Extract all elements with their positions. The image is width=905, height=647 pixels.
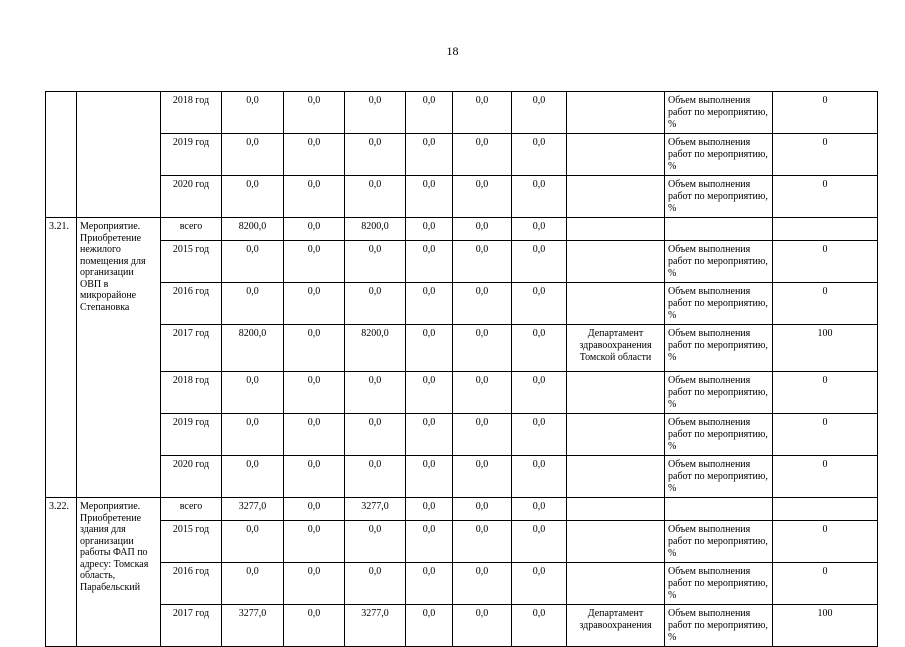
measure-name: Мероприятие. Приобретение здания для организации работы ФАП по адресу: Томская область, Парабельский	[77, 498, 161, 647]
value-cell: 0,0	[222, 521, 284, 563]
target-value-cell: 100	[773, 605, 878, 647]
value-cell: 8200,0	[345, 218, 406, 241]
period-cell: 2016 год	[161, 283, 222, 325]
executor-cell	[567, 521, 665, 563]
value-cell: 0,0	[284, 283, 345, 325]
value-cell: 0,0	[284, 134, 345, 176]
value-cell: 0,0	[512, 218, 567, 241]
executor-cell	[567, 498, 665, 521]
table-row	[46, 325, 878, 372]
executor-cell: Департамент здравоохранения	[567, 605, 665, 647]
value-cell: 0,0	[453, 241, 512, 283]
value-cell: 0,0	[284, 414, 345, 456]
value-cell: 0,0	[512, 414, 567, 456]
value-cell: 0,0	[512, 372, 567, 414]
value-cell: 0,0	[453, 521, 512, 563]
value-cell: 0,0	[222, 176, 284, 218]
executor-cell	[567, 176, 665, 218]
row-number: 3.21.	[46, 218, 77, 498]
executor-cell	[567, 92, 665, 134]
executor-cell	[567, 241, 665, 283]
value-cell: 0,0	[453, 563, 512, 605]
value-cell: 0,0	[284, 176, 345, 218]
executor-cell: Департамент здравоохранения Томской области	[567, 325, 665, 372]
table-row	[46, 92, 878, 134]
value-cell: 0,0	[453, 325, 512, 372]
value-cell: 0,0	[284, 372, 345, 414]
period-cell: 2017 год	[161, 605, 222, 647]
value-cell: 0,0	[222, 92, 284, 134]
table-row	[46, 498, 878, 521]
indicator-cell: Объем выполнения работ по мероприятию, %	[665, 134, 773, 176]
target-value-cell: 0	[773, 176, 878, 218]
value-cell: 0,0	[453, 498, 512, 521]
indicator-cell: Объем выполнения работ по мероприятию, %	[665, 414, 773, 456]
indicator-cell: Объем выполнения работ по мероприятию, %	[665, 521, 773, 563]
value-cell: 0,0	[512, 605, 567, 647]
measure-name: Мероприятие. Приобретение нежилого помещения для организации ОВП в микрорайоне Степановка	[77, 218, 161, 498]
value-cell: 0,0	[453, 605, 512, 647]
period-cell: 2020 год	[161, 176, 222, 218]
value-cell: 0,0	[345, 521, 406, 563]
executor-cell	[567, 414, 665, 456]
period-cell: 2015 год	[161, 521, 222, 563]
target-value-cell: 0	[773, 134, 878, 176]
value-cell: 0,0	[284, 498, 345, 521]
target-value-cell: 0	[773, 563, 878, 605]
value-cell: 0,0	[345, 283, 406, 325]
value-cell: 0,0	[512, 325, 567, 372]
indicator-cell: Объем выполнения работ по мероприятию, %	[665, 176, 773, 218]
target-value-cell	[773, 218, 878, 241]
indicator-cell: Объем выполнения работ по мероприятию, %	[665, 283, 773, 325]
value-cell: 0,0	[453, 134, 512, 176]
period-cell: 2016 год	[161, 563, 222, 605]
value-cell: 0,0	[222, 283, 284, 325]
value-cell: 0,0	[453, 372, 512, 414]
value-cell: 0,0	[453, 283, 512, 325]
value-cell: 0,0	[453, 176, 512, 218]
value-cell: 0,0	[284, 241, 345, 283]
value-cell: 0,0	[222, 372, 284, 414]
value-cell: 0,0	[406, 325, 453, 372]
page-number: 18	[446, 44, 459, 58]
value-cell: 0,0	[406, 498, 453, 521]
value-cell: 0,0	[284, 456, 345, 498]
value-cell: 0,0	[406, 283, 453, 325]
value-cell: 0,0	[345, 92, 406, 134]
value-cell: 0,0	[222, 414, 284, 456]
period-cell: всего	[161, 218, 222, 241]
indicator-cell: Объем выполнения работ по мероприятию, %	[665, 241, 773, 283]
value-cell: 0,0	[345, 456, 406, 498]
value-cell: 0,0	[406, 521, 453, 563]
executor-cell	[567, 563, 665, 605]
value-cell: 0,0	[222, 456, 284, 498]
target-value-cell: 0	[773, 241, 878, 283]
value-cell: 0,0	[453, 456, 512, 498]
value-cell: 0,0	[222, 563, 284, 605]
table-row	[46, 134, 878, 176]
value-cell: 3277,0	[222, 498, 284, 521]
indicator-cell	[665, 218, 773, 241]
table-row	[46, 372, 878, 414]
indicator-cell: Объем выполнения работ по мероприятию, %	[665, 372, 773, 414]
indicator-cell: Объем выполнения работ по мероприятию, %	[665, 92, 773, 134]
period-cell: всего	[161, 498, 222, 521]
value-cell: 0,0	[284, 563, 345, 605]
value-cell: 0,0	[406, 218, 453, 241]
period-cell: 2019 год	[161, 414, 222, 456]
value-cell: 0,0	[453, 218, 512, 241]
row-number: 3.22.	[46, 498, 77, 647]
table-row	[46, 414, 878, 456]
value-cell: 8200,0	[222, 325, 284, 372]
value-cell: 0,0	[406, 372, 453, 414]
period-cell: 2018 год	[161, 372, 222, 414]
target-value-cell: 0	[773, 521, 878, 563]
executor-cell	[567, 134, 665, 176]
target-value-cell: 0	[773, 456, 878, 498]
target-value-cell: 0	[773, 414, 878, 456]
target-value-cell	[773, 498, 878, 521]
value-cell: 0,0	[406, 414, 453, 456]
value-cell: 0,0	[345, 134, 406, 176]
table-row	[46, 456, 878, 498]
value-cell: 0,0	[284, 521, 345, 563]
value-cell: 0,0	[406, 605, 453, 647]
value-cell: 0,0	[222, 134, 284, 176]
executor-cell	[567, 456, 665, 498]
row-number	[46, 92, 77, 218]
period-cell: 2015 год	[161, 241, 222, 283]
value-cell: 0,0	[284, 325, 345, 372]
target-value-cell: 100	[773, 325, 878, 372]
value-cell: 0,0	[512, 176, 567, 218]
target-value-cell: 0	[773, 372, 878, 414]
table-row	[46, 283, 878, 325]
table-row	[46, 563, 878, 605]
value-cell: 0,0	[406, 92, 453, 134]
table-row	[46, 241, 878, 283]
table-row	[46, 176, 878, 218]
value-cell: 0,0	[512, 92, 567, 134]
value-cell: 0,0	[512, 498, 567, 521]
value-cell: 0,0	[284, 92, 345, 134]
indicator-cell	[665, 498, 773, 521]
indicator-cell: Объем выполнения работ по мероприятию, %	[665, 456, 773, 498]
value-cell: 0,0	[406, 176, 453, 218]
value-cell: 0,0	[345, 563, 406, 605]
value-cell: 0,0	[453, 92, 512, 134]
target-value-cell: 0	[773, 283, 878, 325]
value-cell: 0,0	[222, 241, 284, 283]
value-cell: 8200,0	[345, 325, 406, 372]
value-cell: 0,0	[345, 241, 406, 283]
value-cell: 0,0	[512, 456, 567, 498]
value-cell: 0,0	[453, 414, 512, 456]
indicator-cell: Объем выполнения работ по мероприятию, %	[665, 325, 773, 372]
value-cell: 0,0	[512, 563, 567, 605]
executor-cell	[567, 283, 665, 325]
value-cell: 0,0	[406, 563, 453, 605]
value-cell: 8200,0	[222, 218, 284, 241]
period-cell: 2017 год	[161, 325, 222, 372]
period-cell: 2020 год	[161, 456, 222, 498]
value-cell: 3277,0	[345, 605, 406, 647]
value-cell: 3277,0	[345, 498, 406, 521]
value-cell: 0,0	[345, 414, 406, 456]
value-cell: 0,0	[512, 241, 567, 283]
value-cell: 0,0	[345, 372, 406, 414]
value-cell: 0,0	[406, 456, 453, 498]
value-cell: 3277,0	[222, 605, 284, 647]
table-row	[46, 521, 878, 563]
value-cell: 0,0	[512, 134, 567, 176]
indicator-cell: Объем выполнения работ по мероприятию, %	[665, 563, 773, 605]
value-cell: 0,0	[284, 605, 345, 647]
value-cell: 0,0	[512, 283, 567, 325]
executor-cell	[567, 218, 665, 241]
program-table	[45, 91, 878, 647]
table-row	[46, 605, 878, 647]
period-cell: 2018 год	[161, 92, 222, 134]
target-value-cell: 0	[773, 92, 878, 134]
value-cell: 0,0	[406, 241, 453, 283]
value-cell: 0,0	[512, 521, 567, 563]
table-row	[46, 218, 878, 241]
value-cell: 0,0	[406, 134, 453, 176]
value-cell: 0,0	[284, 218, 345, 241]
measure-name	[77, 92, 161, 218]
period-cell: 2019 год	[161, 134, 222, 176]
executor-cell	[567, 372, 665, 414]
indicator-cell: Объем выполнения работ по мероприятию, %	[665, 605, 773, 647]
value-cell: 0,0	[345, 176, 406, 218]
